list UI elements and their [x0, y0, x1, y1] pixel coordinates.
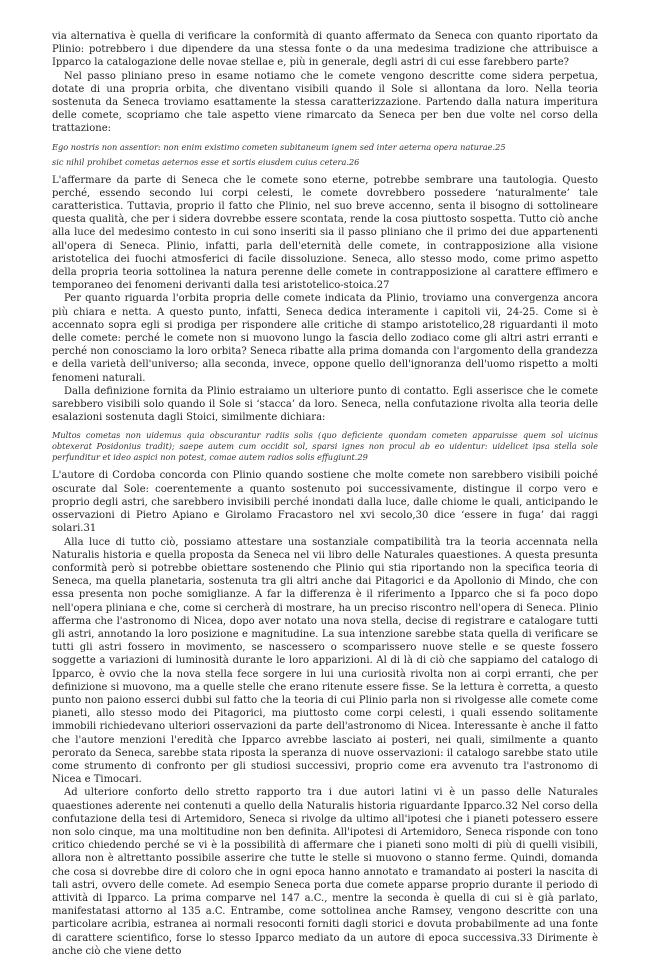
document-page	[52, 30, 598, 957]
latin-quote-block-1	[52, 142, 598, 168]
latin-quote-1: Ego nostris non assentior: non enim existimo cometen subitaneum ignem sed inter aeterna opera naturae.25	[52, 141, 506, 152]
paragraph-4: Per quanto riguarda l'orbita propria delle comete indicata da Plinio, troviamo una convergenza ancora più chiara e netta. A questo punto, infatti, Seneca dedica interamente i capitoli vii, 24-25. Come si è accennato sopra egli si prodiga per rispondere alle critiche di stampo aristotelico,28 riguardanti il moto delle comete: perché le comete non si muovono lungo la fascia dello zodiaco come gli altri astri erranti e perché non conosciamo la loro orbita? Seneca ribatte alla prima domanda con l'argomento della grandezza e della varietà dell'universo; alla seconda, invece, oppone quello dell'ignoranza dell'uomo rispetto a molti fenomeni naturali.	[52, 293, 598, 384]
paragraph-1: via alternativa è quella di verificare la conformità di quanto affermato da Seneca con quanto riportato da Plinio: potrebbero i due dipendere da una stessa fonte o da una medesima tradizione che attribuisce a Ipparco la catalogazione delle novae stellae e, più in generale, degli astri di cui esse farebbero parte?	[52, 31, 598, 69]
paragraph-3: L'affermare da parte di Seneca che le comete sono eterne, potrebbe sembrare una tautologia. Questo perché, essendo secondo lui corpi celesti, le comete dovrebbero possedere ‘naturalmente’ tale caratteristica. Tuttavia, proprio il fatto che Plinio, nel suo breve accenno, senta il bisogno di sottolineare questa qualità, che per i sidera dovrebbe essere scontata, rende la cosa piuttosto sospetta. Tutto ciò anche alla luce del medesimo contesto in cui sono inseriti sia il passo pliniano che il primo dei due appartenenti all'opera di Seneca. Plinio, infatti, parla dell'eternità delle comete, in contrapposizione alla visione aristotelica dei fuochi atmosferici di facile dissoluzione. Seneca, allo stesso modo, come primo aspetto della propria teoria sottolinea la natura perenne delle comete in contrapposizione al carattere effimero e temporaneo dei fenomeni derivanti dalla tesi aristotelico-stoica.27	[52, 174, 598, 292]
paragraph-7: Alla luce di tutto ciò, possiamo attestare una sostanziale compatibilità tra la teoria accennata nella Naturalis historia e quella proposta da Seneca nel vii libro delle Naturales quaestiones. A questa presunta conformità però si potrebbe obiettare sostenendo che Plinio qui stia riportando non la specifica teoria di Seneca, ma quella planetaria, sostenuta tra gli altri anche dai Pitagorici e da Apollonio di Mindo, che con essa presenta non poche somiglianze. A far la differenza è il riferimento a Ipparco che si fa poco dopo nell'opera pliniana e che, come si cercherà di mostrare, ha un preciso riscontro nell'opera di Seneca. Plinio afferma che l'astronomo di Nicea, dopo aver notato una nova stella, decise di registrare e catalogare tutti gli astri, annotando la loro posizione e magnitudine. La sua intenzione sarebbe stata quella di verificare se tutti gli astri fossero in movimento, se nascessero o scomparissero nuove stelle e se queste fossero soggette a variazioni di luminosità durante le loro apparizioni. Al di là di ciò che sappiamo del catalogo di Ipparco, è ovvio che la nova stella fece sorgere in lui una curiosità rivolta non ai corpi erranti, che per definizione si muovono, ma a quelle stelle che erano ritenute essere fisse. Se la lettura è corretta, a questo punto non paiono esserci dubbi sul fatto che la teoria di cui Plinio parla non si rivolgesse alle comete come pianeti, allo stesso modo dei Pitagorici, ma piuttosto come corpi celesti, i quali essendo solitamente immobili richiedevano ulteriori osservazioni da parte dell'astronomo di Nicea. Interessante è anche il fatto che l'autore menzioni l'eredità che Ipparco avrebbe lasciato ai posteri, nei quali, similmente a quanto perorato da Seneca, sarebbe stata riposta la speranza di nuove osservazioni: il catalogo sarebbe stato utile come strumento di confronto per gli studiosi successivi, proprio come era avvenuto tra l'astronomo di Nicea e Timocari.	[52, 536, 598, 786]
latin-quote-2: sic nihil prohibet cometas aeternos esse et sortis eiusdem cuius cetera.26	[52, 156, 360, 167]
latin-quote-3: Multos cometas non uidemus quia obscurantur radiis solis (quo deficiente quondam cometen apparuisse quem sol uicinus obtexerat Posidonius tradit); saepe autem cum occidit sol, sparsi ignes non procul ab eo uidentur: uidelicet ipsa stella sole perfunditur et ideo aspici non potest, comae autem radios solis effugiunt.29	[52, 430, 598, 463]
paragraph-2: Nel passo pliniano preso in esame notiamo che le comete vengono descritte come sidera perpetua, dotate di una propria orbita, che diventano visibili quando il Sole si allontana da loro. Nella teoria sostenuta da Seneca troviamo esattamente la stessa caratterizzazione. Partendo dalla natura imperitura delle comete, scopriamo che tale aspetto viene rimarcato da Seneca per ben due volte nel corso della trattazione:	[52, 70, 598, 135]
paragraph-6: L'autore di Cordoba concorda con Plinio quando sostiene che molte comete non sarebbero visibili poiché oscurate dal Sole: coerentemente a quanto sostenuto poi successivamente, distingue il corpo vero e proprio degli astri, che sarebbero invisibili perché inondati dalla luce, dalle chiome le quali, anticipando le osservazioni di Pietro Apiano e Girolamo Fracastoro nel xvi secolo,30 dice ‘essere in fuga’ dai raggi solari.31	[52, 470, 598, 535]
paragraph-8: Ad ulteriore conforto dello stretto rapporto tra i due autori latini vi è un passo delle Naturales quaestiones aderente nei contenuti a quello della Naturalis historia riguardante Ipparco.32 Nel corso della confutazione della tesi di Artemidoro, Seneca si rivolge da ultimo all'ipotesi che i pianeti potessero essere non solo cinque, ma una moltitudine non ben definita. All'ipotesi di Artemidoro, Seneca risponde con tono critico chiedendo perché se vi è la possibilità di affermare che i pianeti sono molti di più di quelli visibili, allora non è altrettanto possibile asserire che tutte le stelle si muovono o stanno ferme. Quindi, domanda che cosa si dovrebbe dire di coloro che in ogni epoca hanno annotato e tramandato ai posteri la nascita di tali astri, ovvero delle comete. Ad esempio Seneca porta due comete apparse proprio durante il periodo di attività di Ipparco. La prima comparve nel 147 a.C., mentre la seconda è quella di cui si è già parlato, manifestatasi attorno al 135 a.C. Entrambe, come sottolinea anche Ramsey, vengono descritte con una particolare acribia, estranea ai normali resoconti forniti dagli storici e dovuta probabilmente ad una fonte di carattere scientifico, forse lo stesso Ipparco mediato da un autore di epoca successiva.33 Dirimente è anche ciò che viene detto	[52, 787, 598, 957]
paragraph-5: Dalla definizione fornita da Plinio estraiamo un ulteriore punto di contatto. Egli asserisce che le comete sarebbero visibili solo quando il Sole si ‘stacca’ da loro. Seneca, nella confutazione rivolta alla teoria delle esalazioni sostenuta dagli Stoici, similmente dichiara:	[52, 385, 598, 424]
latin-quote-block-2	[52, 430, 598, 463]
